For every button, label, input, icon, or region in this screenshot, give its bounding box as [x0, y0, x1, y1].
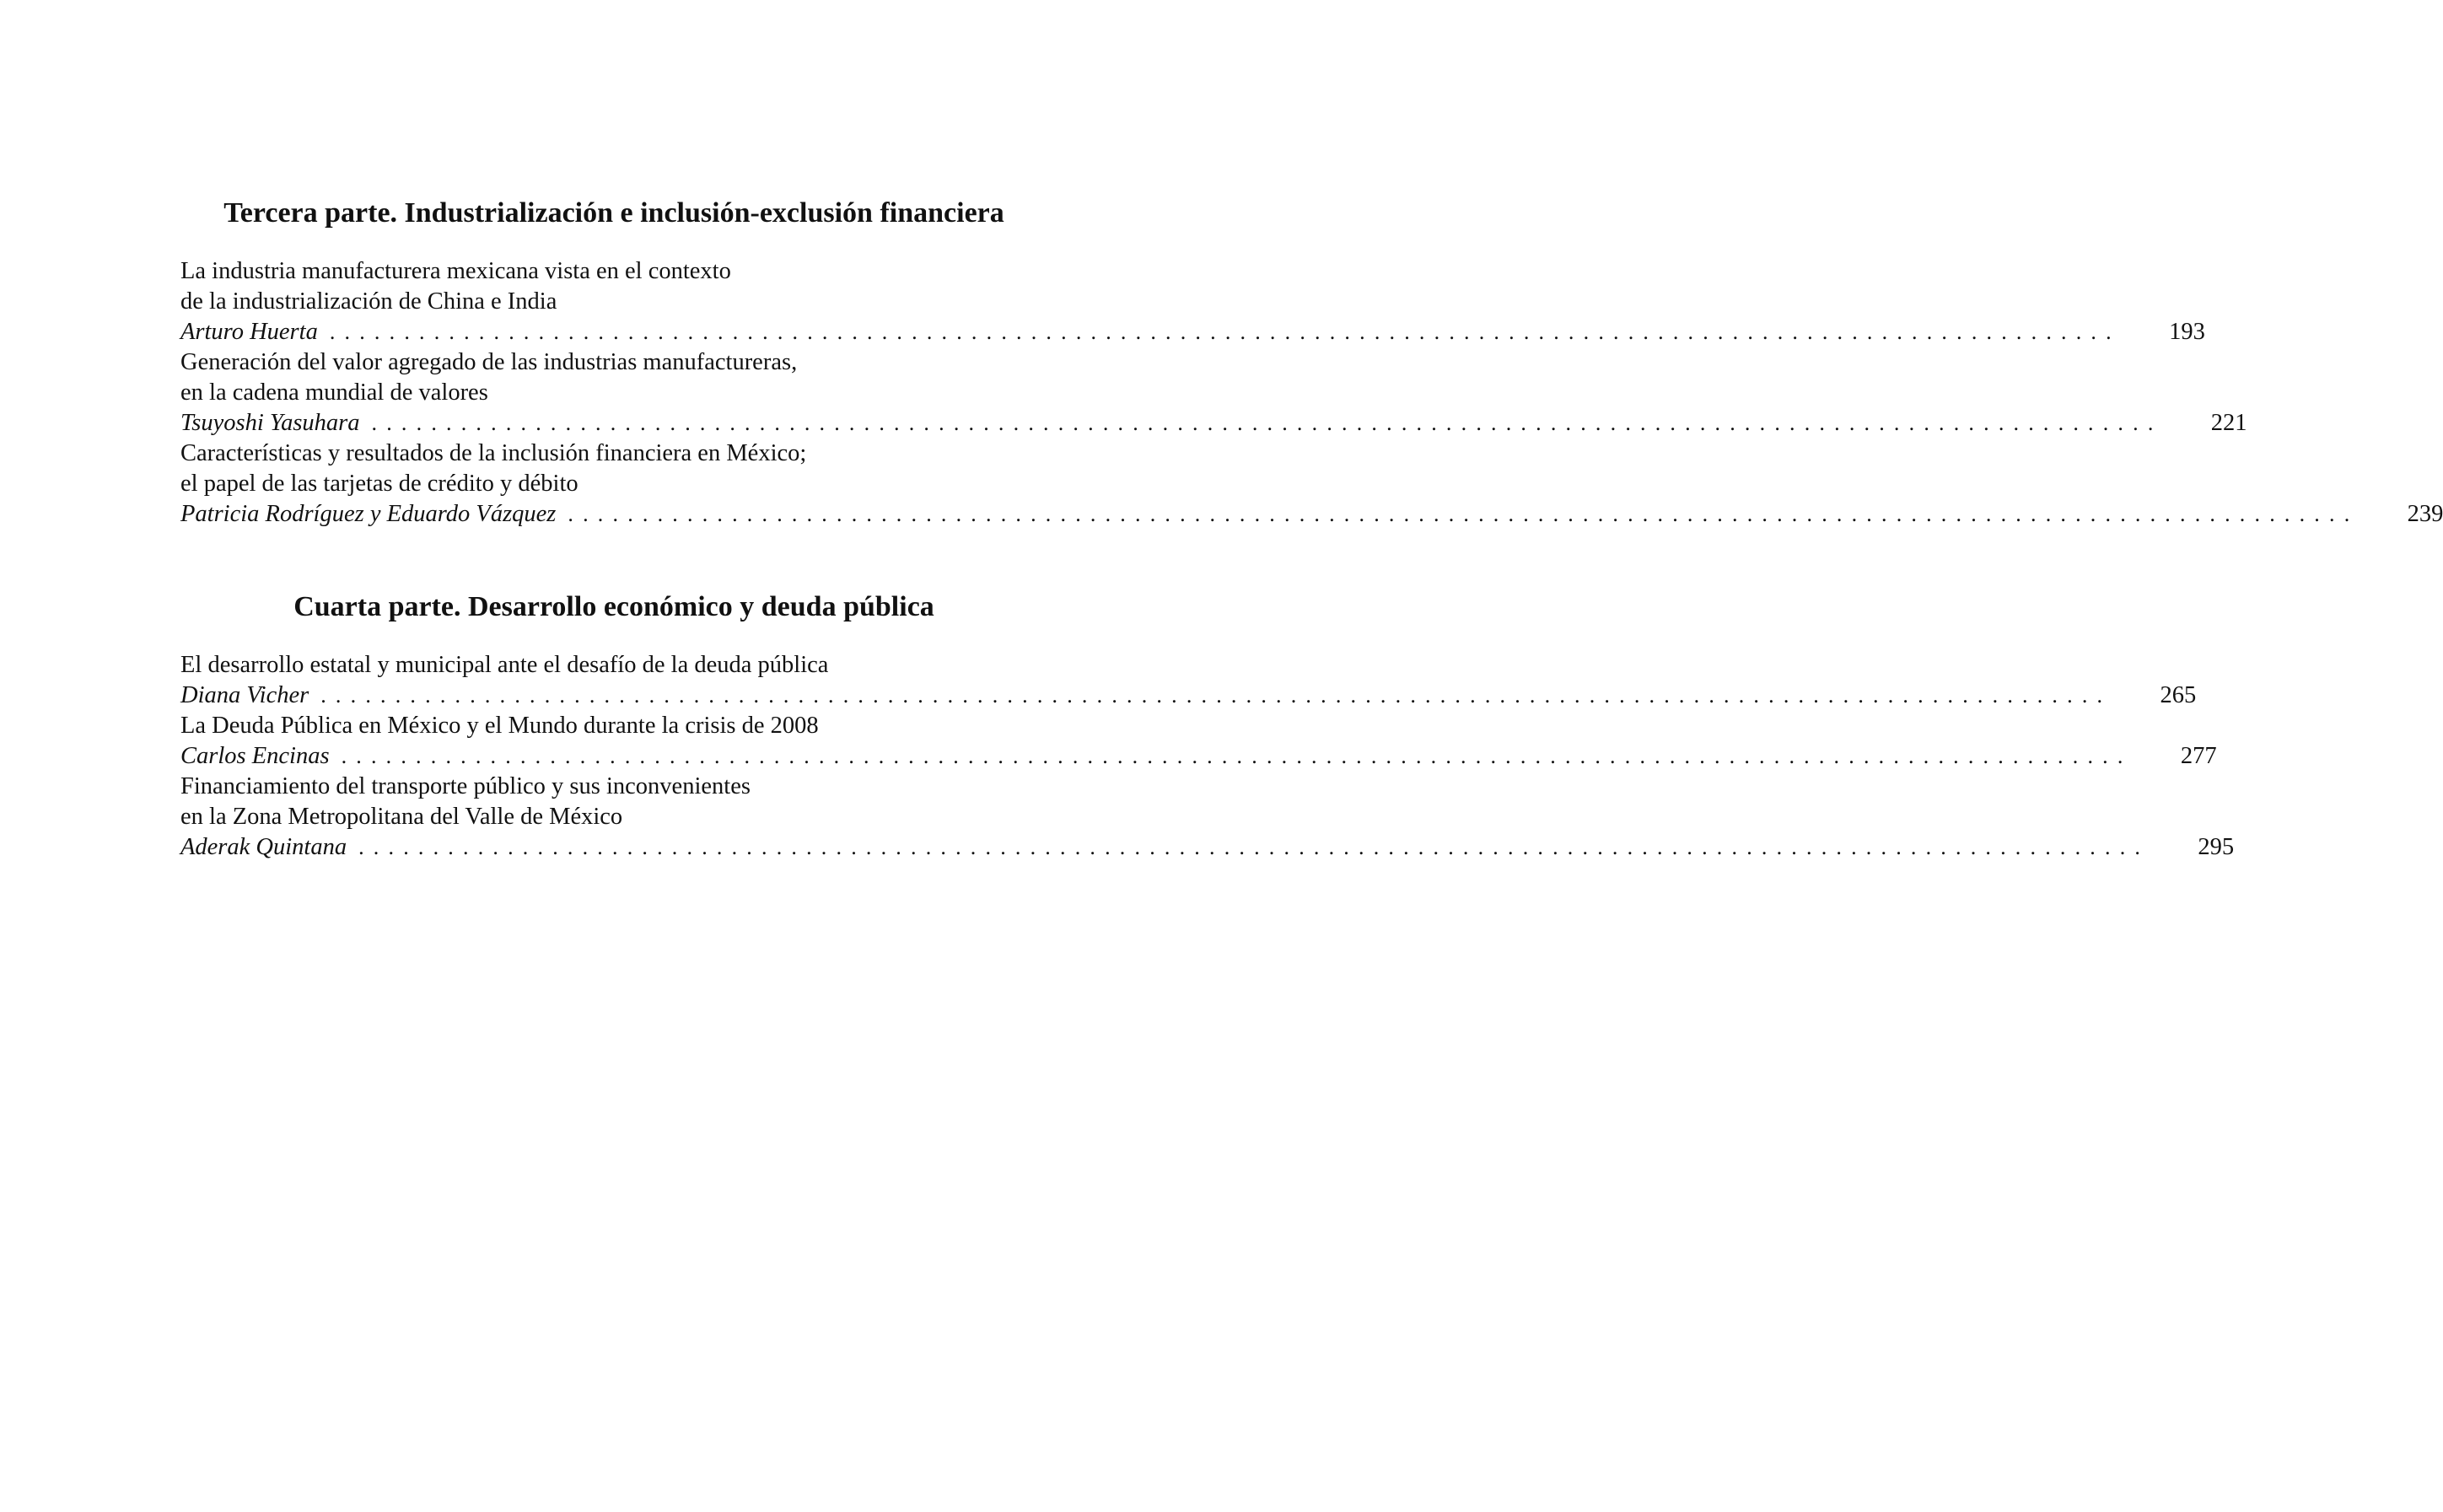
dot-leader: ........................................................................................................................ — [320, 683, 2112, 708]
toc-entry-title: El desarrollo estatal y municipal ante el desafío de la deuda pública — [180, 652, 829, 678]
toc-author-row — [180, 681, 2197, 711]
toc-entry-page-number: 265 — [2160, 682, 2197, 708]
toc-entry-title: el papel de las tarjetas de crédito y débito — [180, 471, 578, 497]
toc-entry-page-number: 277 — [2180, 743, 2217, 769]
toc-list-cuarta-parte — [180, 650, 2235, 863]
toc-entry-title: Características y resultados de la inclusión financiera en México; — [180, 440, 807, 466]
toc-entry[interactable] — [180, 439, 2443, 530]
toc-author-row — [180, 499, 2443, 530]
toc-entry-title: La industria manufacturera mexicana vista en el contexto — [180, 258, 731, 284]
toc-entry[interactable] — [180, 772, 2235, 863]
toc-entry-page-number: 221 — [2210, 410, 2247, 436]
toc-entry-title: Financiamiento del transporte público y sus inconvenientes — [180, 773, 751, 799]
dot-leader: ........................................................................................................................ — [341, 744, 2133, 768]
toc-entry-page-number: 295 — [2198, 834, 2235, 860]
toc-entry-page-number: 193 — [2169, 319, 2205, 345]
section-heading-tercera-parte: Tercera parte. Industrialización e inclusión-exclusión financiera — [223, 197, 1004, 229]
toc-author-row — [180, 317, 2205, 347]
toc-entry-author: Arturo Huerta — [180, 319, 318, 345]
toc-author-row — [180, 408, 2247, 439]
toc-entry[interactable] — [180, 256, 2205, 347]
toc-author-row — [180, 832, 2235, 863]
toc-entry[interactable] — [180, 347, 2247, 439]
dot-leader: ........................................................................................................................ — [358, 835, 2150, 859]
toc-entry-author: Diana Vicher — [180, 682, 309, 708]
toc-entry-title: de la industrialización de China e India — [180, 288, 557, 315]
toc-entry-title: Generación del valor agregado de las industrias manufactureras, — [180, 349, 798, 375]
toc-list-tercera-parte — [180, 256, 2443, 530]
toc-entry-author: Tsuyoshi Yasuhara — [180, 410, 360, 436]
toc-entry[interactable] — [180, 650, 2197, 711]
toc-entry-title: La Deuda Pública en México y el Mundo durante la crisis de 2008 — [180, 713, 819, 739]
toc-entry-title: en la cadena mundial de valores — [180, 379, 488, 406]
toc-entry-title: en la Zona Metropolitana del Valle de México — [180, 804, 623, 830]
toc-entry[interactable] — [180, 711, 2217, 772]
toc-entry-author: Patricia Rodríguez y Eduardo Vázquez — [180, 501, 557, 527]
toc-author-row — [180, 741, 2217, 772]
section-heading-cuarta-parte: Cuarta parte. Desarrollo económico y deuda pública — [293, 591, 934, 622]
dot-leader: ........................................................................................................................ — [371, 411, 2163, 435]
toc-entry-page-number: 239 — [2407, 501, 2443, 527]
dot-leader: ........................................................................................................................ — [568, 502, 2360, 526]
toc-entry-author: Aderak Quintana — [180, 834, 347, 860]
toc-entry-author: Carlos Encinas — [180, 743, 330, 769]
dot-leader: ........................................................................................................................ — [329, 320, 2121, 344]
